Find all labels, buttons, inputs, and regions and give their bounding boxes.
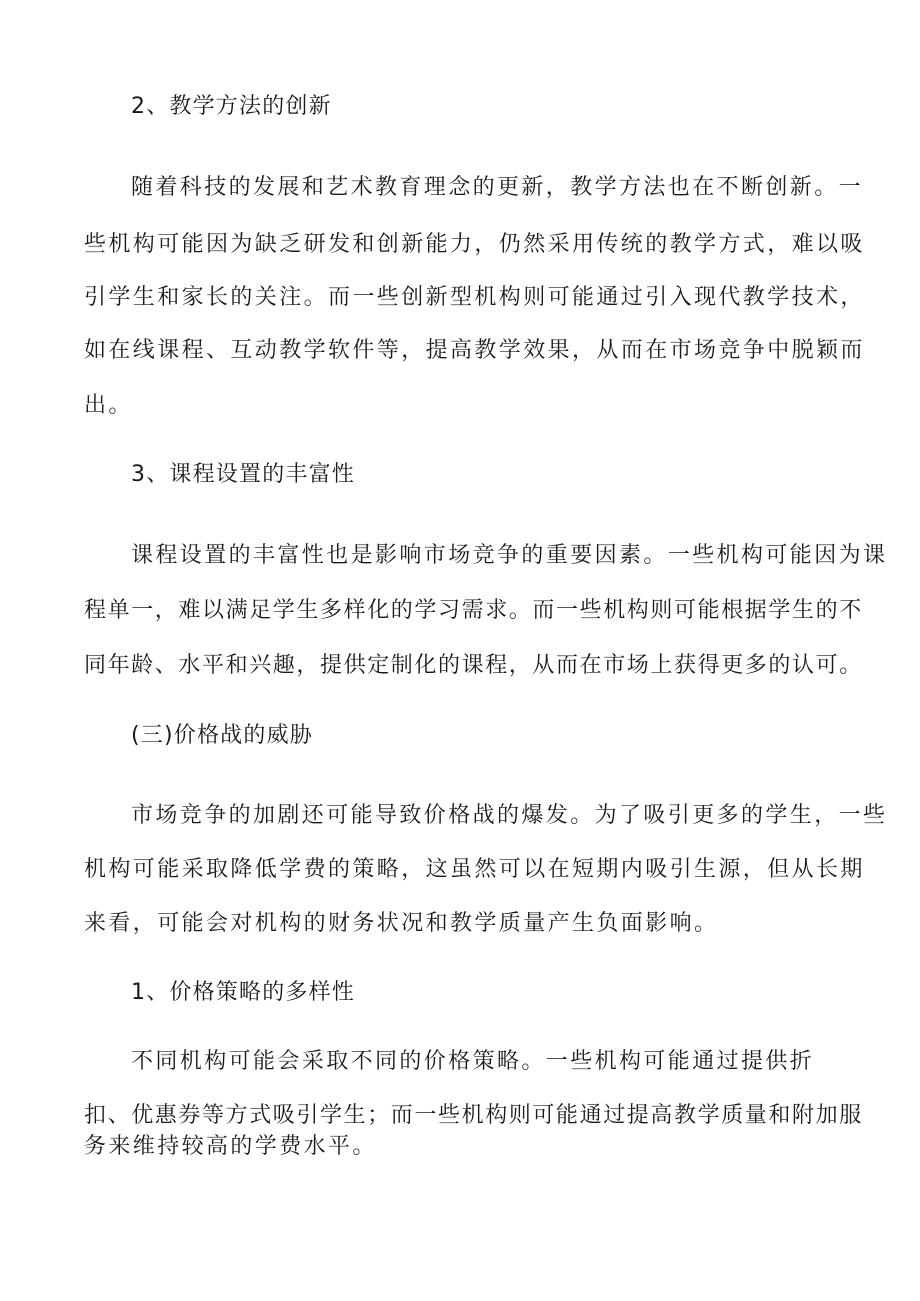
paragraph-line: 课程设置的丰富性也是影响市场竞争的重要因素。一些机构可能因为课 [131, 543, 888, 568]
paragraph-line: 引学生和家长的关注。而一些创新型机构则可能通过引入现代教学技术， [84, 285, 865, 310]
section-heading: (三)价格战的威胁 [131, 723, 313, 748]
section-heading: 2、教学方法的创新 [131, 94, 332, 119]
paragraph-line: 不同机构可能会采取不同的价格策略。一些机构可能通过提供折 [131, 1049, 815, 1074]
paragraph-line: 如在线课程、互动教学软件等，提高教学效果，从而在市场竞争中脱颖而 [84, 338, 865, 363]
paragraph-line: 来看，可能会对机构的财务状况和教学质量产生负面影响。 [84, 911, 719, 936]
paragraph-line: 出。 [84, 393, 133, 418]
paragraph-line: 市场竞争的加剧还可能导致价格战的爆发。为了吸引更多的学生，一些 [131, 803, 888, 828]
paragraph-line: 机构可能采取降低学费的策略，这虽然可以在短期内吸引生源，但从长期 [84, 857, 865, 882]
paragraph-line: 些机构可能因为缺乏研发和创新能力，仍然采用传统的教学方式，难以吸 [84, 232, 865, 257]
paragraph-line: 随着科技的发展和艺术教育理念的更新，教学方法也在不断创新。一 [131, 175, 864, 200]
paragraph-line: 同年龄、水平和兴趣，提供定制化的课程，从而在市场上获得更多的认可。 [84, 653, 863, 678]
paragraph-line: 扣、优惠券等方式吸引学生；而一些机构则可能通过提高教学质量和附加服 [84, 1103, 863, 1128]
section-heading: 3、课程设置的丰富性 [131, 462, 355, 487]
section-heading: 1、价格策略的多样性 [131, 980, 355, 1005]
paragraph-line: 程单一，难以满足学生多样化的学习需求。而一些机构则可能根据学生的不 [84, 598, 863, 623]
paragraph-line: 务来维持较高的学费水平。 [84, 1134, 377, 1159]
